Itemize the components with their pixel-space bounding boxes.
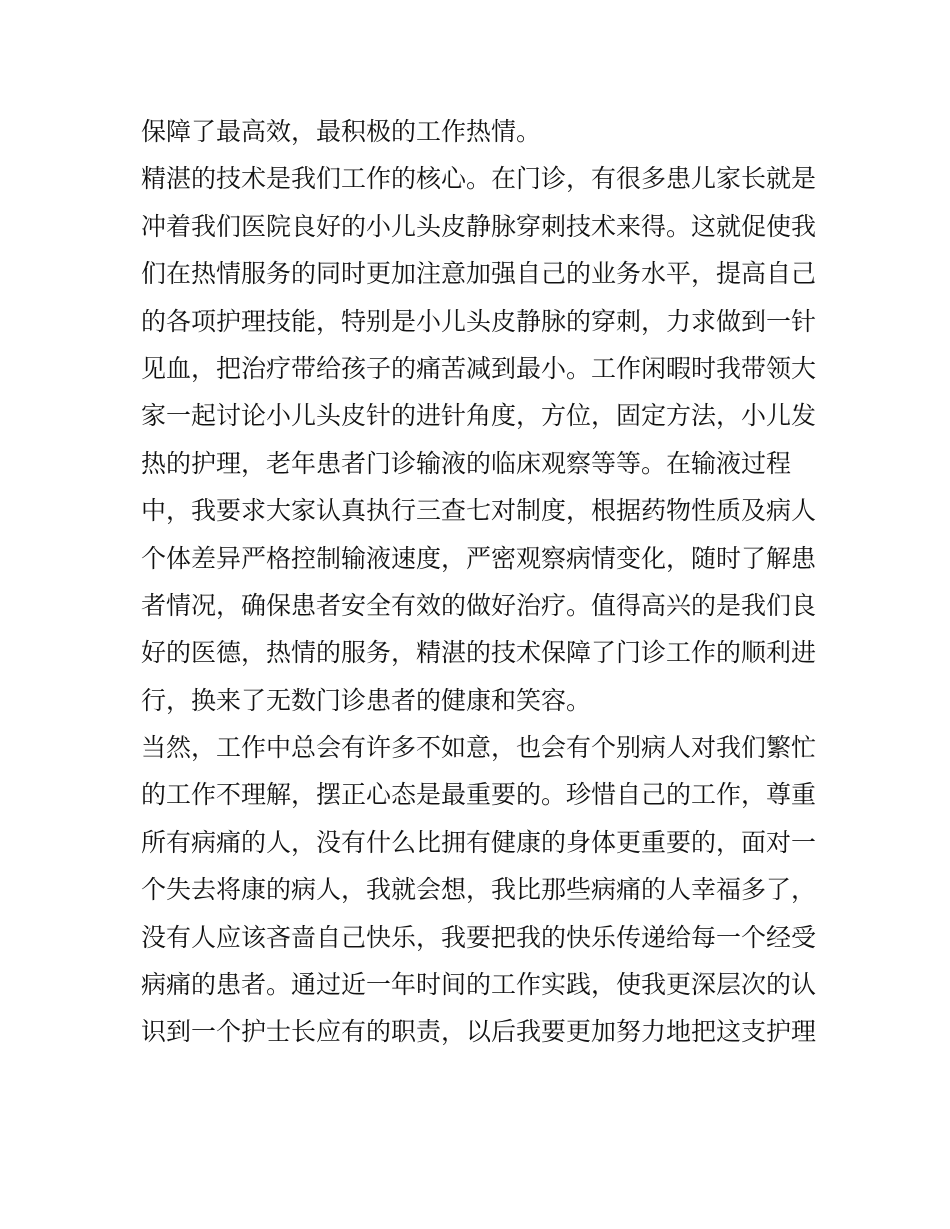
text-line: 识到一个护士长应有的职责，以后我要更加努力地把这支护理 (141, 1017, 816, 1047)
text-line: 病痛的患者。通过近一年时间的工作实践，使我更深层次的认 (141, 970, 816, 1000)
text-line: 个失去将康的病人，我就会想，我比那些病痛的人幸福多了， (141, 875, 816, 905)
text-line: 精湛的技术是我们工作的核心。在门诊，有很多患儿家长就是 (141, 164, 816, 194)
text-line: 们在热情服务的同时更加注意加强自己的业务水平，提高自己 (141, 259, 816, 289)
text-line: 好的医德，热情的服务，精湛的技术保障了门诊工作的顺利进 (141, 638, 816, 668)
text-line: 当然，工作中总会有许多不如意，也会有个别病人对我们繁忙 (141, 733, 816, 763)
text-line: 行，换来了无数门诊患者的健康和笑容。 (141, 685, 592, 715)
text-line: 冲着我们医院良好的小儿头皮静脉穿刺技术来得。这就促使我 (141, 211, 816, 241)
text-line: 所有病痛的人，没有什么比拥有健康的身体更重要的，面对一 (141, 827, 816, 857)
body-text (141, 108, 816, 1056)
text-line: 家一起讨论小儿头皮针的进针角度，方位，固定方法，小儿发 (141, 401, 816, 431)
text-line: 保障了最高效，最积极的工作热情。 (141, 117, 542, 146)
text-line: 见血，把治疗带给孩子的痛苦减到最小。工作闲暇时我带领大 (141, 353, 816, 383)
text-line: 个体差异严格控制输液速度，严密观察病情变化，随时了解患 (141, 543, 816, 573)
text-line: 的工作不理解，摆正心态是最重要的。珍惜自己的工作，尊重 (141, 780, 816, 810)
text-line: 中，我要求大家认真执行三查七对制度，根据药物性质及病人 (141, 496, 816, 526)
text-line: 的各项护理技能，特别是小儿头皮静脉的穿刺，力求做到一针 (141, 306, 816, 336)
text-line: 热的护理，老年患者门诊输液的临床观察等等。在输液过程 (141, 448, 792, 478)
text-line: 者情况，确保患者安全有效的做好治疗。值得高兴的是我们良 (141, 590, 816, 620)
text-line: 没有人应该吝啬自己快乐，我要把我的快乐传递给每一个经受 (141, 922, 816, 952)
